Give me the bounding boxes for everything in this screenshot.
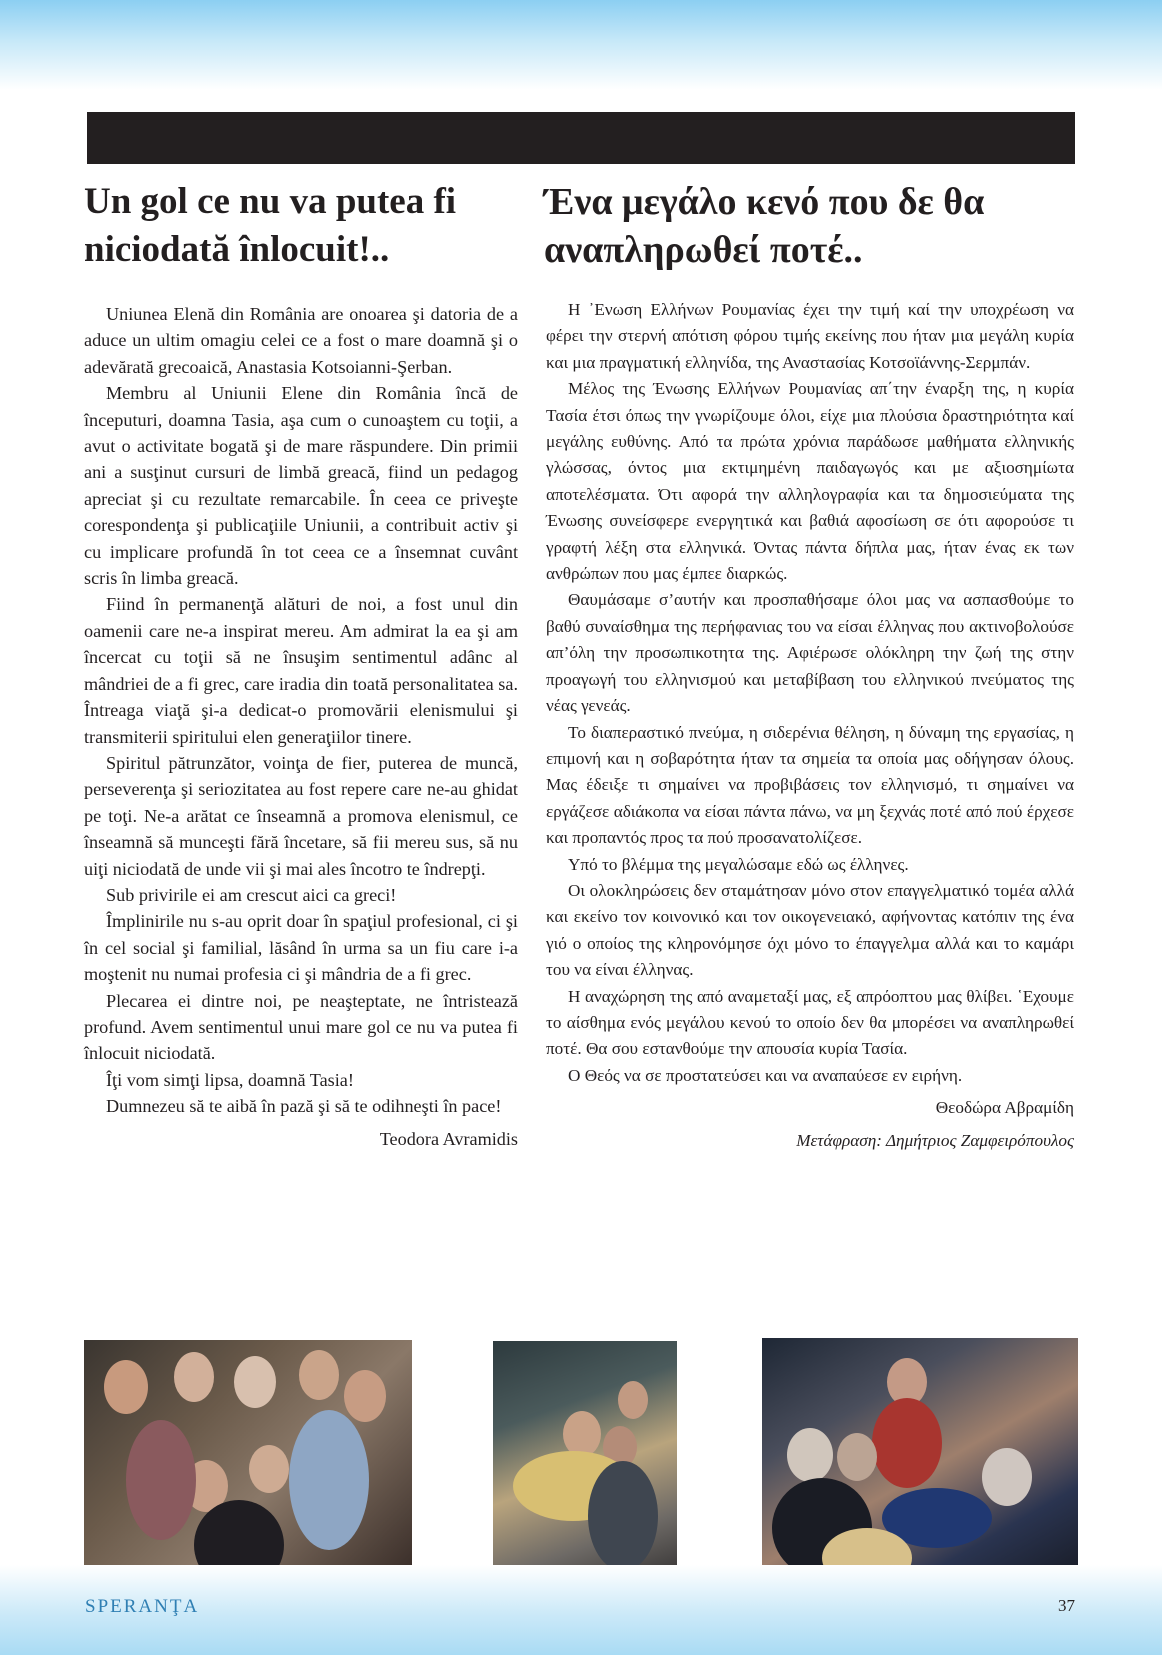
meeting-photo <box>762 1338 1078 1570</box>
article-title-romanian: Un gol ce nu va putea fi niciodată înlocuit!.. <box>84 181 457 270</box>
paragraph: Θαυμάσαμε σ’αυτήν και προσπαθήσαμε όλοι μας να ασπασθούμε το βαθύ συναίσθημα της περήφανιας του να είσαι έλληνας που ακτινοβολούσε απ’όλη την προσωπικοτητα της. Αφιέρωσε ολόκληρη την ζωή της στην προαγωγή του ελληνισμού και μεταβίβαση του ελληνικού πνεύματος της νέας γενεάς. <box>546 590 1074 716</box>
paragraph: Ο Θεός να σε προστατεύσει και να αναπαύεσε εν ειρήνη. <box>568 1065 963 1085</box>
article-title-greek: Ένα μεγάλο κενό που δε θα αναπληρωθεί ποτέ.. <box>544 181 985 271</box>
magazine-name: SPERANŢA <box>85 1596 200 1617</box>
paragraph: Îţi vom simţi lipsa, doamnă Tasia! <box>106 1069 354 1090</box>
article-column-romanian <box>84 301 518 1152</box>
page-number: 37 <box>1058 1596 1075 1615</box>
paragraph: Η ᾿Ενωση Ελλήνων Ρουμανίας έχει την τιμή καί την υποχρέωση να φέρει την στερνή απότιση φόρου τιμής εκείνης που ήταν μια μεγάλη κυρία και μια πραγματική ελληνίδα, της Αναστασίας Κοτσοϊάννης-Σερμπάν. <box>546 300 1074 372</box>
paragraph: Η αναχώρηση της από αναμεταξί μας, εξ απρόοπτου μας θλίβει. ῾Εχουμε το αίσθημα ενός μεγάλου κενού το οποίο δεν θα μπορέσει να αναπληρωθεί ποτέ. Θα σου εστανθούμε την απουσία κυρία Τασία. <box>546 986 1074 1059</box>
paragraph: Το διαπεραστικό πνεύμα, η σιδερένια θέληση, η δύναμη της εργασίας, η επιμονή και η σοβαρότητα ήταν τα σημεία τα οποία μας οδήγησαν όλους. Μας έδειξε τι σημαίνει να προβιβάσεις τον ελληνισμό, τι σημαίνει να εργάζεσε αδιάκοπα να είσαι πάντα πάνω, να μη ξεχνάς ποτέ από πού έρχεσε και προπαντός προς τα πού προσανατολίζεσε. <box>546 722 1074 848</box>
paragraph: Dumnezeu să te aibă în pază şi să te odihneşti în pace! <box>106 1096 502 1117</box>
paragraph: Uniunea Elenă din România are onoarea şi datoria de a aduce un ultim omagiu celei ce a fost o mare doamnă şi o adevărată grecoaică, Anastasia Kotsoianni-Şerban. <box>84 304 518 377</box>
author-signature-greek: Θεοδώρα Αβραμίδη <box>935 1098 1074 1118</box>
paragraph: Υπό το βλέμμα της μεγαλώσαμε εδώ ως έλληνες. <box>568 854 909 874</box>
paragraph: Οι ολοκληρώσεις δεν σταμάτησαν μόνο στον επαγγελματικό τομέα αλλά και εκείνο τον κοινονικό και τον οικογενειακό, αφήνοντας κατόπιν της ένα γιό ο οποίος της κληρονόμησε όχι μόνο το έπαγγελμα αλλά και το καμάρι του να είναι έλληνας. <box>546 880 1074 980</box>
article-column-greek <box>546 297 1074 1154</box>
paragraph: Membru al Uniunii Elene din România încă de începuturi, doamna Tasia, aşa cum o cunoaştem cu toţii, a avut o activitate bogată şi de mare răspundere. Din primii ani a susţinut cursuri de limbă greacă, fiind un pedagog apreciat şi cu rezultate remarcabile. În ceea ce priveşte corespondenţa şi publicaţiile Uniunii, a contribuit activ şi cu implicare profundă în tot ceea ce a însemnat cuvânt scris în limba greacă. <box>84 383 518 589</box>
author-signature: Teodora Avramidis <box>379 1128 518 1149</box>
header-bar <box>87 112 1075 164</box>
translator-credit: Μετάφραση: Δημήτριος Ζαμφειρόπουλος <box>796 1130 1074 1150</box>
paragraph: Fiind în permanenţă alături de noi, a fost unul din oamenii care ne-a inspirat mereu. Am admirat la ea şi am încercat cu toţii să ne însuşim sentimentul adânc al mândriei de a fi grec, care iradia din toată personalitatea sa. Întreaga viaţă şi-a dedicat-o promovării elenismului şi transmiterii spiritului elen generaţiilor tinere. <box>84 594 518 747</box>
classroom-photo <box>493 1341 677 1573</box>
paragraph: Sub privirile ei am crescut aici ca greci! <box>106 884 397 905</box>
paragraph: Spiritul pătrunzător, voinţa de fier, puterea de muncă, perseverenţa şi seriozitatea au fost repere care ne-au ghidat pe toţi. Ne-a arătat ce înseamnă a promova elenismul, ce înseamnă să munceşti fără încetare, să fii mereu sus, să nu uiţi niciodată de unde vii şi mai ales încotro te îndrepţi. <box>84 752 518 879</box>
group-photo <box>84 1340 412 1568</box>
paragraph: Plecarea ei dintre noi, pe neaşteptate, ne întristează profund. Avem sentimentul unui mare gol ce nu va putea fi înlocuit niciodată. <box>84 990 518 1064</box>
paragraph: Μέλος της Ένωσης Ελλήνων Ρουμανίας απ΄την έναρξη της, η κυρία Τασία έτσι όπως την γνωρίζουμε όλοι, είχε μια πλούσια δραστηριότητα καί μεγάλης ευθύνης. Από τα πρώτα χρόνια παράδωσε μαθήματα ελληνικής γλώσσας, όντος μια εκτιμημένη παιδαγωγός και με αξιοσημίωτα αποτελέσματα. Ότι αφορά την αλληλογραφία και τα δημοσιεύματα της Ένωσης συνείσφερε ενεργητικά και βαθιά αφοσίωση σε ότι αφορούσε τι γραφτή λέξη στα ελληνικά. Όντας πάντα δήπλα μας, ήταν ένας εκ των ανθρώπων που μας έμπεε διαρκώς. <box>546 379 1074 584</box>
paragraph: Împlinirile nu s-au oprit doar în spaţiul profesional, ci şi în cel social şi familial, lăsând în urma sa un fiu care i-a moştenit nu numai profesia ci şi mândria de a fi grec. <box>84 911 518 985</box>
top-gradient-band <box>0 0 1162 90</box>
